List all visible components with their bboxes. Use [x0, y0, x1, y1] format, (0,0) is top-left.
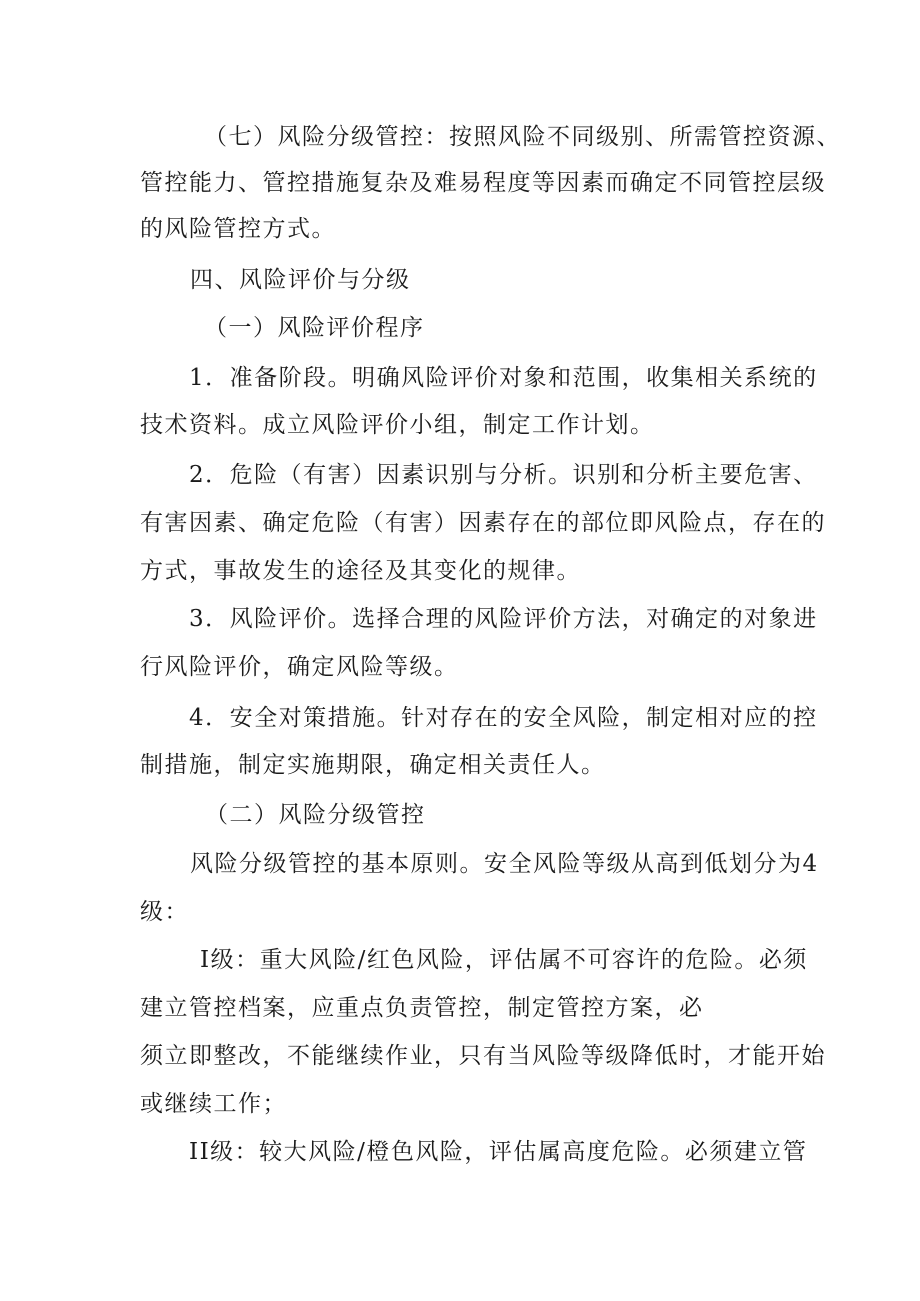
text-line: 3．风险评价。选择合理的风险评价方法，对确定的对象进	[189, 606, 818, 632]
text-line: 级：	[140, 899, 189, 925]
text-line: 方式，事故发生的途径及其变化的规律。	[140, 558, 581, 584]
text-line: 4．安全对策措施。针对存在的安全风险，制定相对应的控	[189, 705, 818, 731]
text-line: 行风险评价，确定风险等级。	[140, 654, 459, 680]
subsection-heading: （二）风险分级管控	[205, 802, 426, 828]
subsection-heading: （一）风险评价程序	[204, 315, 425, 341]
text-line: 1．准备阶段。明确风险评价对象和范围，收集相关系统的	[189, 365, 818, 391]
text-line: 须立即整改，不能继续作业，只有当风险等级降低时，才能开始	[140, 1043, 826, 1069]
section-heading: 四、风险评价与分级	[190, 267, 411, 293]
text-line: 风险分级管控的基本原则。安全风险等级从高到低划分为4	[190, 851, 819, 877]
text-line: 2．危险（有害）因素识别与分析。识别和分析主要危害、	[189, 462, 818, 488]
text-line: 建立管控档案，应重点负责管控，制定管控方案，必	[140, 995, 704, 1021]
text-line: 管控能力、管控措施复杂及难易程度等因素而确定不同管控层级	[140, 170, 826, 196]
text-line: （七）风险分级管控：按照风险不同级别、所需管控资源、	[204, 124, 841, 150]
text-line: I级：重大风险/红色风险，评估属不可容许的危险。必须	[200, 947, 808, 973]
text-line: 制措施，制定实施期限，确定相关责任人。	[140, 752, 606, 778]
text-line: 或继续工作；	[140, 1091, 287, 1117]
text-line: II级：较大风险/橙色风险，评估属高度危险。必须建立管	[189, 1139, 808, 1165]
text-line: 有害因素、确定危险（有害）因素存在的部位即风险点，存在的	[140, 510, 826, 536]
text-line: 技术资料。成立风险评价小组，制定工作计划。	[140, 412, 655, 438]
text-line: 的风险管控方式。	[140, 216, 336, 242]
